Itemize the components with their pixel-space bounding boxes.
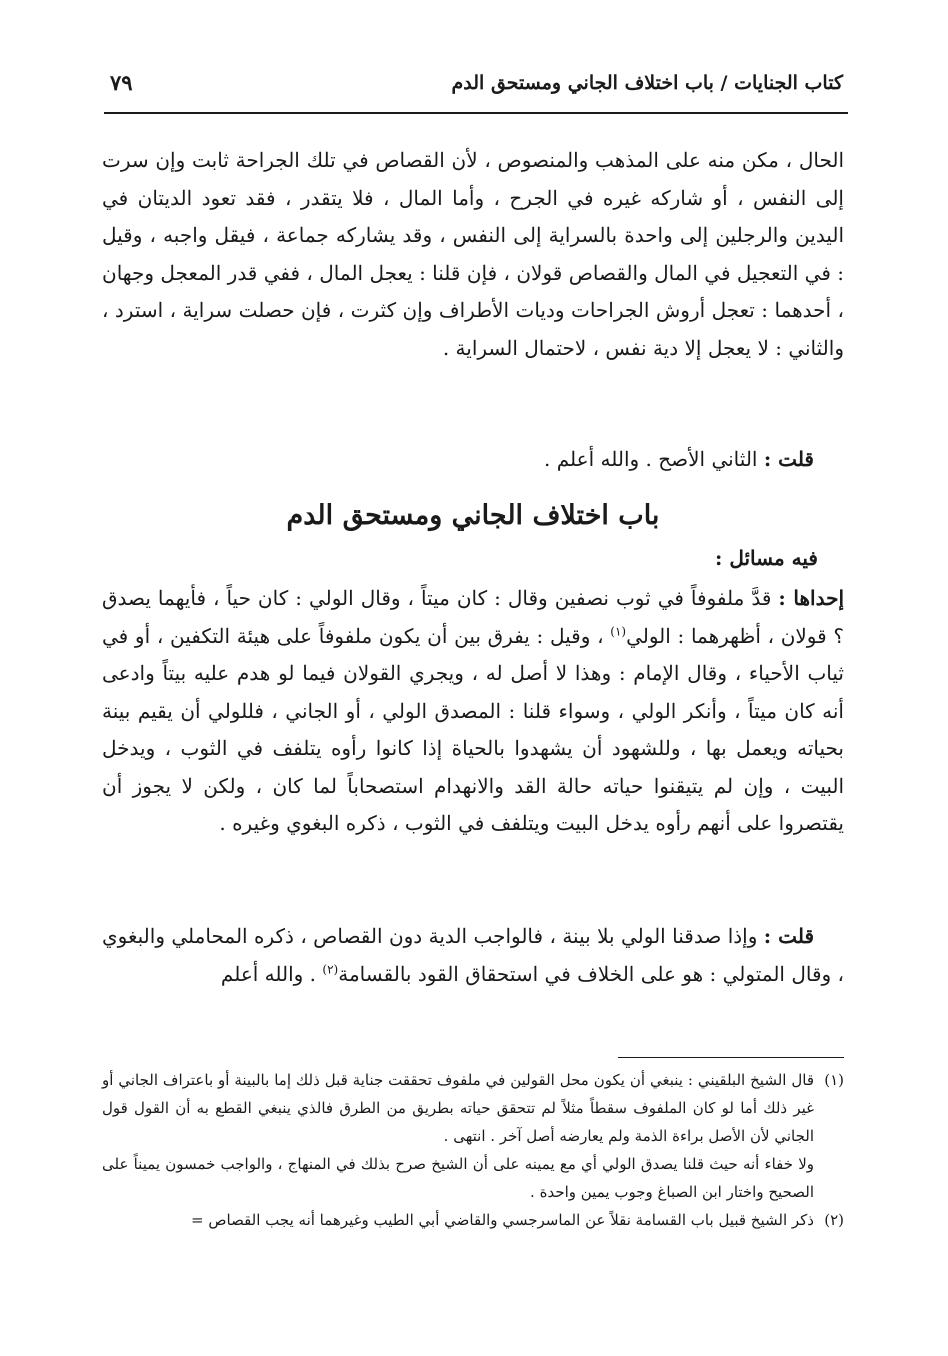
footnote-rule bbox=[618, 1057, 844, 1058]
paragraph-3-text-b: ، وقيل : يفرق بين أن يكون ملفوفاً على هيئة التكفين ، أو في ثياب الأحياء ، وقال الإمام : وهذا لا أصل له ، ويجري القولان فيما لو هدم عليه بيتاً وادعى أنه كان ميتاً ، وأنكر الولي ، وسواء قلنا : المصدق الولي ، أو الجاني ، فللولي أن يقيم بينة بحياته ويعمل بها ، وللشهود أن يشهدوا بالحياة إذا كانوا رأوه يتلفف في الثوب ، ويدخل البيت ، وإن لم يتيقنوا حياته حالة القد والانهدام استصحاباً لما كان ، ولكن لا يجوز أن يقتصروا على أنهم رأوه يدخل البيت ويتلفف في الثوب ، ذكره البغوي وغيره . bbox=[102, 623, 844, 835]
footnotes bbox=[102, 1066, 844, 1234]
paragraph-1: الحال ، مكن منه على المذهب والمنصوص ، لأن القصاص في تلك الجراحة ثابت وإن سرت إلى النفس ، أو شاركه غيره في الجرح ، وأما المال ، فلا يتقدر ، فقد تعود الديتان في اليدين والرجلين إلى واحدة بالسراية إلى النفس ، وقد يشاركه جماعة ، فيقل واجبه ، وقيل : في التعجيل في المال والقصاص قولان ، فإن قلنا : يعجل المال ، ففي قدر المعجل وجهان ، أحدهما : تعجل أروش الجراحات وديات الأطراف وإن كثرت ، فإن حصلت سراية ، استرد ، والثاني : لا يعجل إلا دية نفس ، لاحتمال السراية . bbox=[102, 148, 845, 360]
footnote-2-number: (٢) bbox=[824, 1211, 844, 1229]
page-number: ٧٩ bbox=[110, 70, 133, 95]
qultu-lead: قلت : bbox=[763, 447, 814, 471]
paragraph-2 bbox=[102, 441, 844, 479]
qultu-lead-2: قلت : bbox=[763, 924, 815, 948]
footnote-2 bbox=[102, 1206, 844, 1234]
running-head: كتاب الجنايات / باب اختلاف الجاني ومستحق الدم bbox=[451, 72, 843, 94]
footnote-1-continuation: ولا خفاء أنه حيث قلنا يصدق الولي أي مع يمينه على أن الشيخ صرح بذلك في المنهاج ، والواجب خمسون يميناً على الصحيح واختار ابن الصباغ وجوب يمين واحدة . bbox=[102, 1155, 814, 1201]
section-heading: باب اختلاف الجاني ومستحق الدم bbox=[286, 500, 660, 531]
paragraph-2-text: الثاني الأصح . والله أعلم . bbox=[544, 447, 758, 471]
footnote-1 bbox=[102, 1066, 844, 1150]
paragraph-4-text-a: وإذا صدقنا الولي بلا بينة ، فالواجب الدية دون القصاص ، ذكره المحاملي والبغوي ، وقال المتولي : هو على الخلاف في استحقاق القود بالقسامة bbox=[102, 924, 844, 986]
paragraph-3 bbox=[102, 580, 844, 843]
footnote-ref-2[interactable]: (٢) bbox=[322, 961, 339, 976]
header-rule bbox=[104, 112, 848, 114]
paragraph-3-text-a: قدَّ ملفوفاً في ثوب نصفين وقال : كان ميتاً ، وقال الولي : كان حياً ، فأيهما يصدق ؟ قولان ، أظهرهما : الولي bbox=[102, 586, 845, 648]
masail-label: فيه مسائل : bbox=[715, 546, 818, 570]
ihdaha-lead: إحداها : bbox=[778, 586, 845, 610]
footnote-1-text: قال الشيخ البلقيني : ينبغي أن يكون محل القولين في ملفوف تحققت جناية قبل ذلك إما بالبينة أو باعتراف الجاني أو غير ذلك أما لو كان الملفوف سقطاً مثلاً لم تتحقق حياته بطريق من الطرق فالذي ينبغي القطع به أن القول قول الجاني لأن الأصل براءة الذمة ولم يعارضه أصل آخر . انتهى . bbox=[102, 1071, 814, 1145]
paragraph-4-text-b: . والله أعلم bbox=[220, 961, 317, 986]
footnote-ref-1[interactable]: (١) bbox=[610, 623, 627, 638]
paragraph-4 bbox=[102, 918, 844, 993]
footnote-2-text: ذكر الشيخ قبيل باب القسامة نقلاً عن الماسرجسي والقاضي أبي الطيب وغيرهما أنه يجب القصاص = bbox=[191, 1211, 814, 1229]
footnote-1-number: (١) bbox=[824, 1071, 844, 1089]
